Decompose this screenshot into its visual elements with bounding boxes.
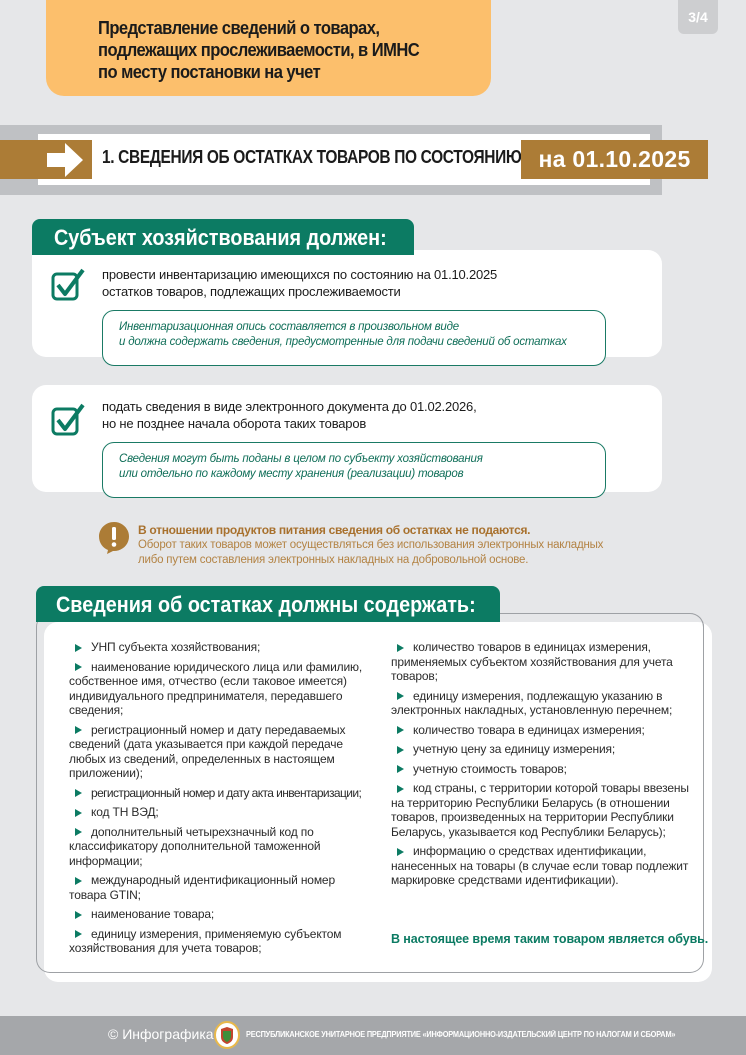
note-line: Сведения могут быть поданы в целом по субъекту хозяйствования: [119, 453, 483, 465]
bullet-arrow-icon: [397, 765, 404, 773]
list-item-text: количество товаров в единицах измерения, применяемых субъектом хозяйствования для учета товаров;: [391, 640, 673, 683]
list-item-text: международный идентификационный номер товара GTIN;: [69, 873, 335, 902]
banner-date: на 01.10.2025: [521, 140, 708, 179]
page-title-line: подлежащих прослеживаемости, в ИМНС: [98, 40, 420, 60]
bullet-arrow-icon: [397, 746, 404, 754]
warning-line: Оборот таких товаров может осуществляться без использования электронных накладных: [138, 539, 604, 551]
list-item-text: УНП субъекта хозяйствования;: [91, 640, 261, 654]
note-line: или отдельно по каждому месту хранения (реализации) товаров: [119, 468, 464, 480]
bullet-arrow-icon: [397, 644, 404, 652]
banner-arrow-box: [0, 140, 92, 179]
footer-organization: РЕСПУБЛИКАНСКОЕ УНИТАРНОЕ ПРЕДПРИЯТИЕ «ИНФОРМАЦИОННО-ИЗДАТЕЛЬСКИЙ ЦЕНТР ПО НАЛОГАМ И СБОРАМ»: [246, 1030, 676, 1039]
bullet-arrow-icon: [397, 785, 404, 793]
bullet-arrow-icon: [397, 726, 404, 734]
list-item: [391, 781, 696, 839]
page-title-line: по месту постановки на учет: [98, 62, 321, 82]
list-item: [391, 844, 696, 888]
list-item-text: наименование товара;: [91, 907, 215, 921]
list-item-text: информацию о средствах идентификации, нанесенных на товары (в случае если товар подлежит маркировке средствами идентификации).: [391, 844, 689, 887]
arrow-right-icon: [47, 143, 83, 177]
list-item: [69, 907, 369, 922]
list-item-text: единицу измерения, применяемую субъектом хозяйствования для учета товаров;: [69, 926, 342, 955]
list-item-text: дополнительный четырехзначный код по классификатору дополнительной таможенной информации;: [69, 824, 321, 868]
list-item: [69, 640, 369, 655]
note-line: Инвентаризационная опись составляется в произвольном виде: [119, 321, 459, 333]
checkbox-checked-icon: [51, 402, 87, 438]
exclamation-bubble-icon: [98, 521, 130, 555]
checkbox-checked-icon: [51, 267, 87, 303]
note-box-inventory: [102, 310, 606, 366]
note-box-submit: [102, 442, 606, 498]
task-text: [102, 398, 476, 432]
note-line: и должна содержать сведения, предусмотренные для подачи сведений об остатках: [119, 336, 567, 348]
task-line: но не позднее начала оборота таких товаров: [102, 416, 367, 431]
page-title-line: Представление сведений о товарах,: [98, 18, 380, 38]
list-item-text: код ТН ВЭД;: [91, 805, 159, 819]
bullet-arrow-icon: [75, 663, 82, 671]
list-item: [69, 825, 369, 869]
list-item: [391, 762, 696, 777]
list-item: [391, 689, 696, 718]
bullet-arrow-icon: [75, 911, 82, 919]
list-item: [69, 805, 369, 820]
section-title-text: Субъект хозяйствования должен:: [54, 225, 387, 250]
footer-copyright: © Инфографика: [108, 1026, 214, 1042]
bullet-arrow-icon: [397, 692, 404, 700]
footer: [0, 1016, 746, 1055]
warning-title: В отношении продуктов питания сведения об остатках не подаются.: [138, 523, 531, 537]
bullet-arrow-icon: [397, 848, 404, 856]
section-title-subject-must: [32, 219, 414, 255]
section-title-text: Сведения об остатках должны содержать:: [56, 592, 476, 617]
list-item: [69, 927, 369, 956]
list-item-text: количество товара в единицах измерения;: [413, 722, 645, 737]
header-panel: [46, 0, 491, 96]
bullet-arrow-icon: [75, 809, 82, 817]
requirements-panel-frame-top: [500, 613, 704, 633]
requirements-list-right: [391, 640, 696, 893]
list-item-text: наименование юридического лица или фамилию, собственное имя, отчество (если таковое имеется) индивидуального предпринимателя, передавшего сведения;: [69, 659, 363, 717]
list-item-text: код страны, с территории которой товары ввезены на территорию Республики Беларусь (в отношении товаров, произведенных на территории Республики Беларусь, указывается код Республики Беларусь);: [391, 781, 689, 839]
page-indicator: 3/4: [678, 0, 718, 34]
list-item: [69, 660, 369, 718]
bullet-arrow-icon: [75, 726, 82, 734]
list-item: [391, 640, 696, 684]
task-line: подать сведения в виде электронного документа до 01.02.2026,: [102, 399, 477, 414]
page-title: [98, 17, 457, 83]
list-item-text: регистрационный номер и дату передаваемых сведений (дата указывается при каждой передаче любых из сведений, определенных в настоящем приложении);: [69, 722, 346, 780]
list-item-text: единицу измерения, подлежащую указанию в электронных накладных, установленную перечнем;: [391, 688, 673, 717]
warning-line: либо путем составления электронных накладных на добровольной основе.: [138, 554, 529, 566]
list-item: [391, 742, 696, 757]
bullet-arrow-icon: [75, 930, 82, 938]
list-item: [69, 723, 369, 781]
task-line: провести инвентаризацию имеющихся по состоянию на 01.10.2025: [102, 267, 498, 282]
task-line: остатков товаров, подлежащих прослеживаемости: [102, 284, 401, 299]
requirements-list-left: [69, 640, 369, 961]
emblem-logo-icon: [214, 1021, 240, 1049]
list-item: [391, 723, 696, 738]
banner-heading: 1. СВЕДЕНИЯ ОБ ОСТАТКАХ ТОВАРОВ ПО СОСТОЯНИЮ: [102, 147, 522, 167]
list-item: [69, 873, 369, 902]
bullet-arrow-icon: [75, 828, 82, 836]
list-item-text: учетную стоимость товаров;: [413, 761, 567, 776]
footnote-footwear: В настоящее время таким товаром является обувь.: [391, 932, 709, 946]
bullet-arrow-icon: [75, 877, 82, 885]
task-text: [102, 266, 497, 300]
list-item: [69, 786, 369, 801]
bullet-arrow-icon: [75, 789, 82, 797]
list-item-text: учетную цену за единицу измерения;: [413, 742, 616, 756]
section-title-must-contain: [36, 586, 500, 622]
warning-body: [138, 538, 698, 568]
bullet-arrow-icon: [75, 644, 82, 652]
list-item-text: регистрационный номер и дату акта инвентаризации;: [91, 785, 362, 800]
